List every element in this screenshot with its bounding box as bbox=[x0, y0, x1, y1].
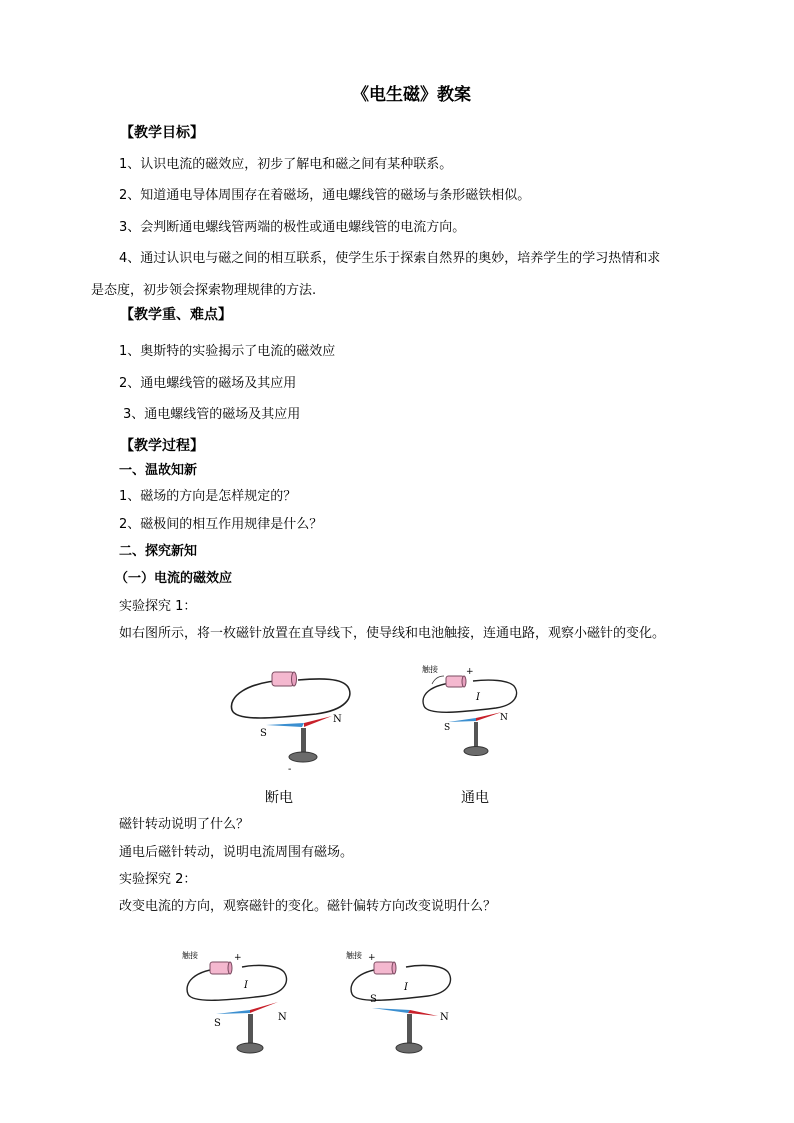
north-pole-label: N bbox=[333, 714, 342, 725]
touch-label: 触接 bbox=[422, 665, 438, 674]
objective-item-3: 3、会判断通电螺线管两端的极性或通电螺线管的电流方向。 bbox=[119, 220, 466, 235]
experiment-1-text: 如右图所示，将一枚磁针放置在直导线下，使导线和电池触接，连通电路，观察小磁针的变化。 bbox=[119, 626, 666, 641]
objectives-heading: 【教学目标】 bbox=[120, 125, 204, 141]
question-1: 磁针转动说明了什么？ bbox=[119, 817, 250, 832]
explore-heading: 二、探究新知 bbox=[119, 544, 198, 559]
keypoint-item-3: 3、通电螺线管的磁场及其应用 bbox=[123, 407, 301, 422]
experiment-2-text: 改变电流的方向，观察磁针的变化。磁针偏转方向改变说明什么？ bbox=[119, 899, 497, 914]
battery-icon bbox=[272, 672, 297, 686]
north-pole-label: N bbox=[500, 713, 508, 723]
objective-item-4: 4、通过认识电与磁之间的相互联系，使学生乐于探索自然界的奥妙，培养学生的学习热情和求 bbox=[119, 251, 661, 266]
objective-item-4-cont: 是态度，初步领会探索物理规律的方法. bbox=[91, 283, 317, 298]
keypoint-item-1: 1、奥斯特的实验揭示了电流的磁效应 bbox=[119, 344, 336, 359]
experiment-2-label: 实验探究 2： bbox=[119, 872, 197, 887]
svg-text:S: S bbox=[370, 994, 377, 1005]
south-pole-label: S bbox=[444, 723, 451, 733]
svg-text:S: S bbox=[214, 1018, 221, 1029]
objective-item-2: 2、知道通电导体周围存在着磁场，通电螺线管的磁场与条形磁铁相似。 bbox=[119, 188, 531, 203]
objective-item-1: 1、认识电流的磁效应，初步了解电和磁之间有某种联系。 bbox=[119, 157, 453, 172]
caption-power-off: 断电 bbox=[265, 790, 293, 806]
review-item-1: 1、磁场的方向是怎样规定的？ bbox=[119, 489, 297, 504]
review-item-2: 2、磁极间的相互作用规律是什么？ bbox=[119, 517, 323, 532]
caption-power-on: 通电 bbox=[461, 790, 489, 806]
battery-icon bbox=[446, 676, 466, 687]
plus-label: + bbox=[466, 667, 474, 677]
figure-power-on bbox=[418, 660, 528, 780]
svg-text:I: I bbox=[244, 980, 248, 991]
process-heading: 【教学过程】 bbox=[120, 438, 204, 454]
svg-text:N: N bbox=[440, 1012, 449, 1023]
svg-text:N: N bbox=[278, 1012, 287, 1023]
svg-text:触接: 触接 bbox=[182, 951, 198, 960]
keypoints-heading: 【教学重、难点】 bbox=[120, 307, 232, 323]
current-label: I bbox=[476, 692, 480, 703]
keypoint-item-2: 2、通电螺线管的磁场及其应用 bbox=[119, 376, 297, 391]
figure-power-off bbox=[226, 662, 366, 782]
review-heading: 一、温故知新 bbox=[119, 463, 198, 478]
minus-label: - bbox=[288, 764, 292, 775]
answer-1: 通电后磁针转动，说明电流周围有磁场。 bbox=[119, 845, 354, 860]
south-pole-label: S bbox=[260, 728, 267, 739]
svg-text:I: I bbox=[404, 982, 408, 993]
svg-text:+: + bbox=[368, 953, 376, 963]
experiment-1-label: 实验探究 1： bbox=[119, 599, 197, 614]
svg-text:触接: 触接 bbox=[346, 951, 362, 960]
sub-heading-magnetic-effect: （一）电流的磁效应 bbox=[115, 571, 233, 586]
figure-reverse-right bbox=[344, 942, 464, 1067]
page-title: 《电生磁》教案 bbox=[352, 85, 471, 105]
figure-reverse-left bbox=[180, 942, 300, 1067]
svg-text:+: + bbox=[234, 953, 242, 963]
